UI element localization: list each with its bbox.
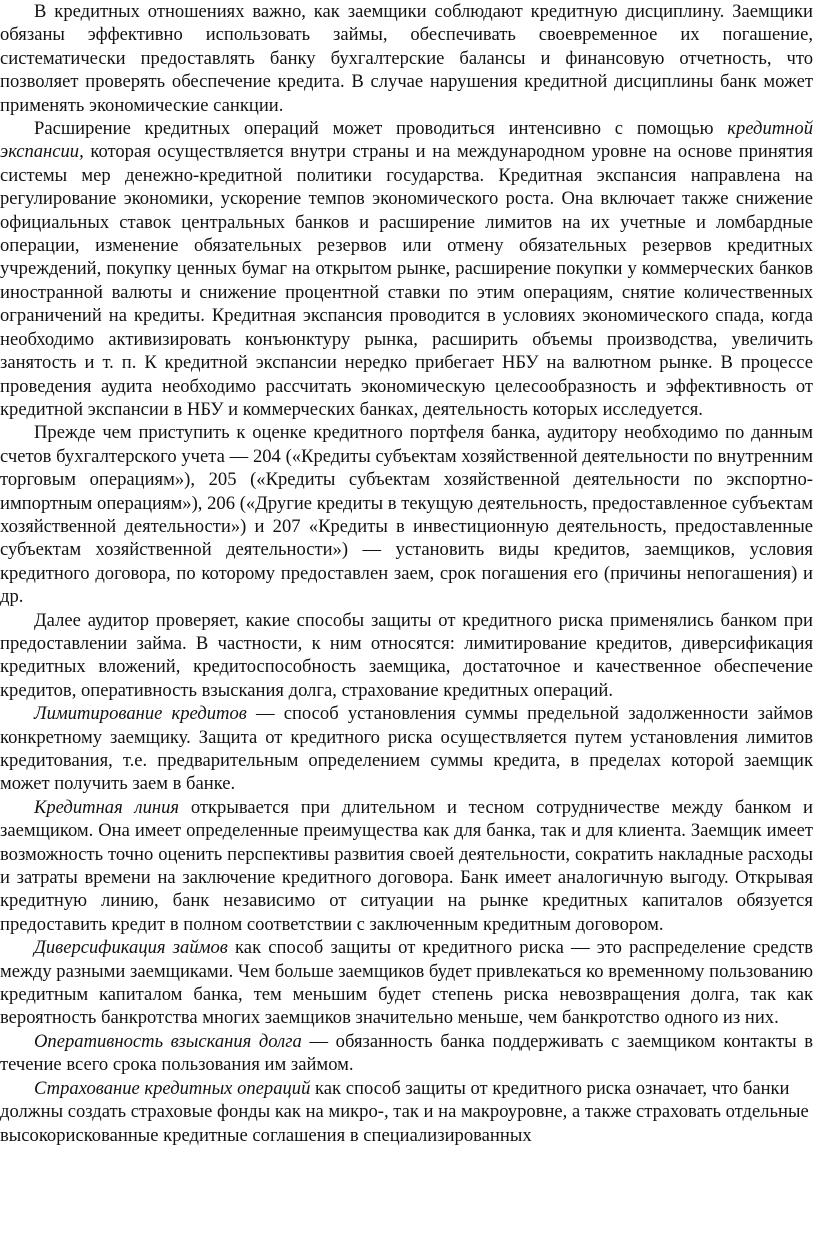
term-italic: кредитной экспансии, (0, 118, 813, 163)
term-italic: Лимитирование кредитов (34, 703, 247, 725)
paragraph-p3 (0, 421, 813, 608)
text-segment: Расширение кредитных операций может проводиться интенсивно с помощью (34, 118, 728, 140)
text-segment: которая осуществляется внутри страны и на международном уровне на основе принятия системы мер денежно-кредитной политики государства. Кредитная экспансия направлена на регулирование экономики, ускорение темпов экономического роста. Она включает также снижение официальных ставок центральных банков и расширение лимитов на их учетные и ломбардные операции, изменение обязательных резервов или отмену обязательных резервов кредитных учреждений, покупку ценных бумаг на открытом рынке, расширение покупки у коммерческих банков иностранной валюты и снижение процентной ставки по этим операциям, снятие количественных ограничений на кредиты. Кредитная экспансия проводится в условиях экономического спада, когда необходимо активизировать конъюнктуру рынка, расширить объемы производства, увеличить занятость и т. п. К кредитной экспансии нередко прибегает НБУ на валютном рынке. В процессе проведения аудита необходимо рассчитать экономическую целесообразность и эффективность от кредитной экспансии в НБУ и коммерческих банках, деятельность которых исследуется. (0, 141, 813, 420)
paragraph-p9 (0, 1077, 813, 1147)
text-segment: как способ защиты от кредитного риска — это распределение средств между разными заемщиками. Чем больше заемщиков будет привлекаться ко временному пользованию кредитным капиталом банка, тем меньшим будет степень риска невозвращения долга, так как вероятность банкротства многих заемщиков значительно меньше, чем банкротство одного из них. (0, 937, 813, 1029)
text-segment: — обязанность банка поддерживать с заемщиком контакты в течение всего срока пользования им займом. (0, 1030, 813, 1076)
text-segment: — способ установления суммы предельной задолженности займов конкретному заемщику. Защита от кредитного риска осуществляется путем установления лимитов кредитования, т.е. предварительным определением суммы кредита, в пределах которой заемщик может получить заем в банке. (0, 703, 813, 795)
paragraph-p2 (0, 117, 813, 421)
term-italic: Кредитная линия (34, 796, 180, 818)
term-italic: Диверсификация займов (34, 937, 228, 959)
paragraph-p6 (0, 796, 813, 936)
text-segment: В кредитных отношениях важно, как заемщики соблюдают кредитную дисциплину. Заемщики обязаны эффективно использовать займы, обеспечивать своевременное их погашение, систематически предоставлять банку бухгалтерские балансы и финансовую отчетность, что позволяет проверять обеспечение кредита. В случае нарушения кредитной дисциплины банк может применять экономические санкции. (0, 1, 813, 116)
paragraph-p1 (0, 0, 813, 117)
term-italic: Оперативность взыскания долга (34, 1030, 302, 1052)
text-segment: Прежде чем приступить к оценке кредитного портфеля банка, аудитору необходимо по данным счетов бухгалтерского учета — 204 («Кредиты субъектам хозяйственной деятельности по внутренним торговым операциям»), 205 («Кредиты субъектам хозяйственной деятельности по экспортно-импортным операциям»), 206 («Другие кредиты в текущую деятельность, предоставленное субъектам хозяйственной деятельности») и 207 «Кредиты в инвестиционную деятельность, предоставленные субъектам хозяйственной деятельности») — установить виды кредитов, заемщиков, условия кредитного договора, по которому предоставлен заем, срок погашения его (причины непогашения) и др. (0, 422, 813, 608)
text-segment: Далее аудитор проверяет, какие способы защиты от кредитного риска применялись банком при предоставлении займа. В частности, к ним относятся: лимитирование кредитов, диверсификация кредитных вложений, кредитоспособность заемщика, достаточное и качественное обеспечение кредитов, оперативность взыскания долга, страхование кредитных операций. (0, 609, 813, 701)
term-italic: Страхование кредитных операций (34, 1077, 311, 1099)
paragraph-p8 (0, 1030, 813, 1077)
paragraph-p5 (0, 702, 813, 796)
text-segment: открывается при длительном и тесном сотрудничестве между банком и заемщиком. Она имеет определенные преимущества как для банка, так и для клиента. Заемщик имеет возможность точно оценить перспективы развития своей деятельности, сократить накладные расходы и затраты времени на заключение кредитного договора. Банк имеет аналогичную выгоду. Открывая кредитную линию, банк независимо от ситуации на рынке кредитных капиталов обязуется предоставить кредит в полном соответствии с заключенным кредитным договором. (0, 796, 813, 935)
paragraph-p7 (0, 936, 813, 1030)
text-segment: как способ защиты от кредитного риска означает, что банки должны создать страховые фонды как на микро-, так и на макроуровне, а также страховать отдельные высокорискованные кредитные соглашения в специализированных (0, 1077, 809, 1146)
paragraph-p4 (0, 609, 813, 703)
